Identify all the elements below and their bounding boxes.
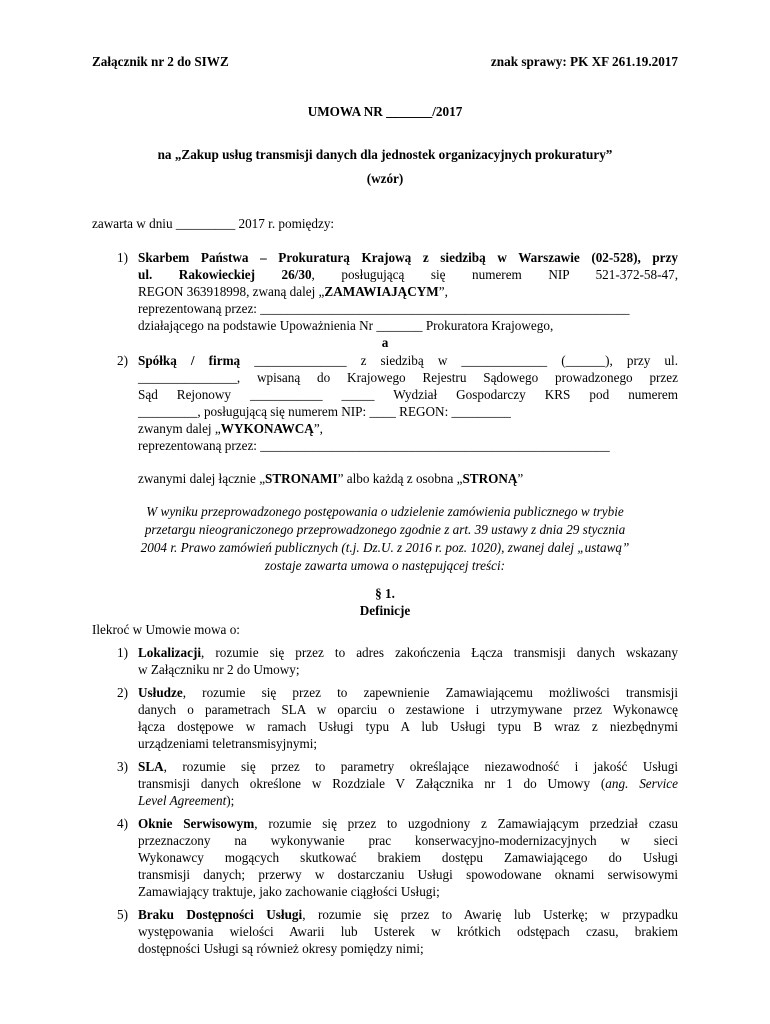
section-number: § 1. xyxy=(375,586,395,601)
definition-line: urządzeniami teletransmisyjnymi; xyxy=(138,736,318,751)
attachment-label: Załącznik nr 2 do SIWZ xyxy=(92,54,229,69)
definition-line: Wykonawcy mogących skutkować brakiem dostępu Zamawiającego do Usługi xyxy=(138,850,678,865)
list-number: 2) xyxy=(117,353,128,368)
contract-title: UMOWA NR _______/2017 xyxy=(307,104,463,119)
case-reference: znak sprawy: PK XF 261.19.2017 xyxy=(490,54,678,69)
definition-line: transmisji danych; przerwy w dostarczaniu Usługi spowodowane oknami serwisowymi xyxy=(138,867,678,882)
party-2-line: Spółką / firmą ______________ z siedzibą w _____________ (______), przy ul. xyxy=(138,353,678,368)
definition-line: w Załączniku nr 2 do Umowy; xyxy=(138,662,300,677)
list-number: 3) xyxy=(117,759,128,774)
template-label: (wzór) xyxy=(366,171,404,186)
definition-line: SLA, rozumie się przez to parametry określające niezawodność i jakość Usługi xyxy=(138,759,678,774)
definition-line: transmisji danych określone w Rozdziale V Załącznika nr 1 do Umowy (ang. Service xyxy=(138,776,678,791)
list-number: 4) xyxy=(117,816,128,831)
party-1-line: reprezentowaną przez: ________________________________________________________ xyxy=(138,301,630,316)
parties-joint: zwanymi dalej łącznie „STRONAMI” albo każdą z osobna „STRONĄ” xyxy=(138,471,524,486)
contract-subject: na „Zakup usług transmisji danych dla jednostek organizacyjnych prokuratury” xyxy=(157,147,613,162)
party-1-line: REGON 363918998, zwaną dalej „ZAMAWIAJĄCYM”, xyxy=(138,284,448,299)
list-number: 1) xyxy=(117,250,128,265)
definition-line: występowania wielości Awarii lub Usterek w krótkich odstępach czasu, brakiem xyxy=(138,924,678,939)
definition-line: Lokalizacji, rozumie się przez to adres zakończenia Łącza transmisji danych wskazany xyxy=(138,645,678,660)
party-1-line: ul. Rakowieckiej 26/30, posługującą się numerem NIP 521-372-58-47, xyxy=(138,267,678,282)
list-number: 5) xyxy=(117,907,128,922)
definition-line: danych o parametrach SLA w oparciu o zestawione i utrzymywane przez Wykonawcę xyxy=(138,702,678,717)
preamble-line: W wyniku przeprowadzonego postępowania o udzielenie zamówienia publicznego w trybie xyxy=(146,504,624,519)
list-number: 2) xyxy=(117,685,128,700)
definition-line: dostępności Usługi są również okresy pomiędzy nimi; xyxy=(138,941,424,956)
preamble-line: przetargu nieograniczonego przeprowadzonego zgodnie z art. 39 ustawy z dnia 29 stycznia xyxy=(144,522,626,537)
definition-line: Usłudze, rozumie się przez to zapewnienie Zamawiającemu możliwości transmisji xyxy=(138,685,678,700)
preamble-line: 2004 r. Prawo zamówień publicznych (t.j. Dz.U. z 2016 r. poz. 1020), zwanej dalej „ustawą” xyxy=(140,540,630,555)
party-1-line: Skarbem Państwa – Prokuraturą Krajową z siedzibą w Warszawie (02-528), przy xyxy=(138,250,678,265)
definition-line: Zamawiający traktuje, jako zachowanie ciągłości Usługi; xyxy=(138,884,440,899)
intro-line: zawarta w dniu _________ 2017 r. pomiędzy: xyxy=(92,216,335,231)
definition-line: Braku Dostępności Usługi, rozumie się przez to Awarię lub Usterkę; w przypadku xyxy=(138,907,678,922)
list-number: 1) xyxy=(117,645,128,660)
preamble-line: zostaje zawarta umowa o następującej treści: xyxy=(264,558,506,573)
party-2-line: _______________, wpisaną do Krajowego Rejestru Sądowego prowadzonego przez xyxy=(138,370,678,385)
party-2-line: Sąd Rejonowy ___________ _____ Wydział Gospodarczy KRS pod numerem xyxy=(138,387,678,402)
section-lead: Ilekroć w Umowie mowa o: xyxy=(92,622,240,637)
conjunction: a xyxy=(381,335,389,350)
definition-line: Oknie Serwisowym, rozumie się przez to uzgodniony z Zamawiającym przedział czasu xyxy=(138,816,679,831)
party-2-line: zwanym dalej „WYKONAWCĄ”, xyxy=(138,421,323,436)
definition-line: łącza dostępowe w ramach Usługi typu A lub Usługi typu B wraz z niezbędnymi xyxy=(138,719,678,734)
party-2-line: _________, posługującą się numerem NIP: ____ REGON: _________ xyxy=(138,404,511,419)
definition-line: Level Agreement); xyxy=(138,793,235,808)
party-1-line: działającego na podstawie Upoważnienia Nr _______ Prokuratora Krajowego, xyxy=(138,318,554,333)
definition-line: przeznaczony na wykonywanie prac konserwacyjno-modernizacyjnych w sieci xyxy=(138,833,678,848)
party-2-line: reprezentowaną przez: _____________________________________________________ xyxy=(138,438,610,453)
section-heading: Definicje xyxy=(359,603,411,618)
